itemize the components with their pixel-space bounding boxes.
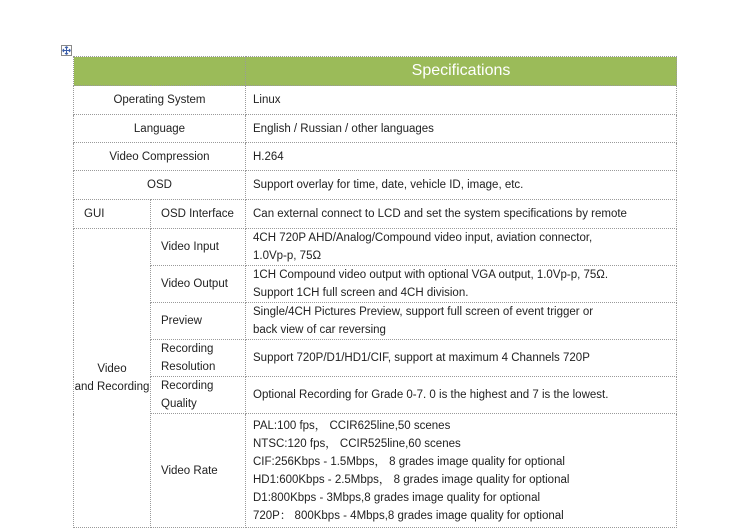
label-line: Resolution [161, 361, 216, 373]
row-label-preview: Preview [151, 303, 246, 340]
row-group-gui: GUI [74, 200, 151, 229]
table-row [74, 143, 677, 171]
table-row [74, 200, 677, 229]
table-row [74, 340, 677, 377]
video-rate-line: PAL:100 fps， CCIR625line,50 scenes [253, 419, 451, 432]
row-label-operating-system: Operating System [74, 86, 246, 115]
table-title: Specifications [246, 57, 677, 86]
group-label-line: and Recording [74, 381, 150, 393]
table-row [74, 115, 677, 143]
table-row [74, 266, 677, 303]
row-label-osd: OSD [74, 171, 246, 200]
video-rate-line: NTSC:120 fps， CCIR525line,60 scenes [253, 437, 461, 450]
label-line: Recording [161, 343, 214, 355]
table-row [74, 377, 677, 414]
row-value-operating-system: Linux [246, 86, 677, 115]
value-line: 1.0Vp-p, 75Ω [253, 250, 322, 262]
header-row [74, 57, 677, 86]
row-value-video-rate [246, 414, 677, 528]
table-row [74, 229, 677, 266]
specifications-table [73, 56, 677, 528]
row-label-recording-resolution [151, 340, 246, 377]
row-value-osd-interface: Can external connect to LCD and set the system specifications by remote [246, 200, 677, 229]
table-row [74, 303, 677, 340]
video-rate-line: D1:800Kbps - 3Mbps,8 grades image quality for optional [253, 491, 541, 504]
row-value-preview [246, 303, 677, 340]
row-label-video-output: Video Output [151, 266, 246, 303]
header-blank-cell [74, 57, 246, 86]
row-value-osd: Support overlay for time, date, vehicle ID, image, etc. [246, 171, 677, 200]
row-value-language: English / Russian / other languages [246, 115, 677, 143]
video-rate-line: CIF:256Kbps - 1.5Mbps， 8 grades image quality for optional [253, 455, 565, 468]
row-label-video-compression: Video Compression [74, 143, 246, 171]
row-label-language: Language [74, 115, 246, 143]
value-line: Single/4CH Pictures Preview, support full screen of event trigger or [253, 306, 594, 318]
value-line: Support 1CH full screen and 4CH division. [253, 287, 469, 299]
table-row [74, 171, 677, 200]
row-label-video-input: Video Input [151, 229, 246, 266]
table-row [74, 414, 677, 528]
label-line: Recording [161, 380, 214, 392]
video-rate-line: 720P： 800Kbps - 4Mbps,8 grades image quality for optional [253, 509, 564, 522]
row-value-video-output [246, 266, 677, 303]
table-row [74, 86, 677, 115]
group-label-line: Video [97, 363, 127, 375]
value-line: back view of car reversing [253, 324, 386, 336]
row-label-osd-interface: OSD Interface [151, 200, 246, 229]
row-label-recording-quality [151, 377, 246, 414]
value-line: 1CH Compound video output with optional VGA output, 1.0Vp-p, 75Ω. [253, 269, 609, 281]
row-value-recording-quality: Optional Recording for Grade 0-7. 0 is the highest and 7 is the lowest. [246, 377, 677, 414]
row-label-video-rate: Video Rate [151, 414, 246, 528]
value-line: 4CH 720P AHD/Analog/Compound video input, aviation connector, [253, 232, 593, 244]
video-rate-line: HD1:600Kbps - 2.5Mbps， 8 grades image quality for optional [253, 473, 570, 486]
row-group-video-recording [74, 229, 151, 528]
row-value-video-compression: H.264 [246, 143, 677, 171]
label-line: Quality [161, 398, 197, 410]
row-value-video-input [246, 229, 677, 266]
table-move-handle-icon[interactable] [61, 45, 72, 56]
row-value-recording-resolution: Support 720P/D1/HD1/CIF, support at maximum 4 Channels 720P [246, 340, 677, 377]
